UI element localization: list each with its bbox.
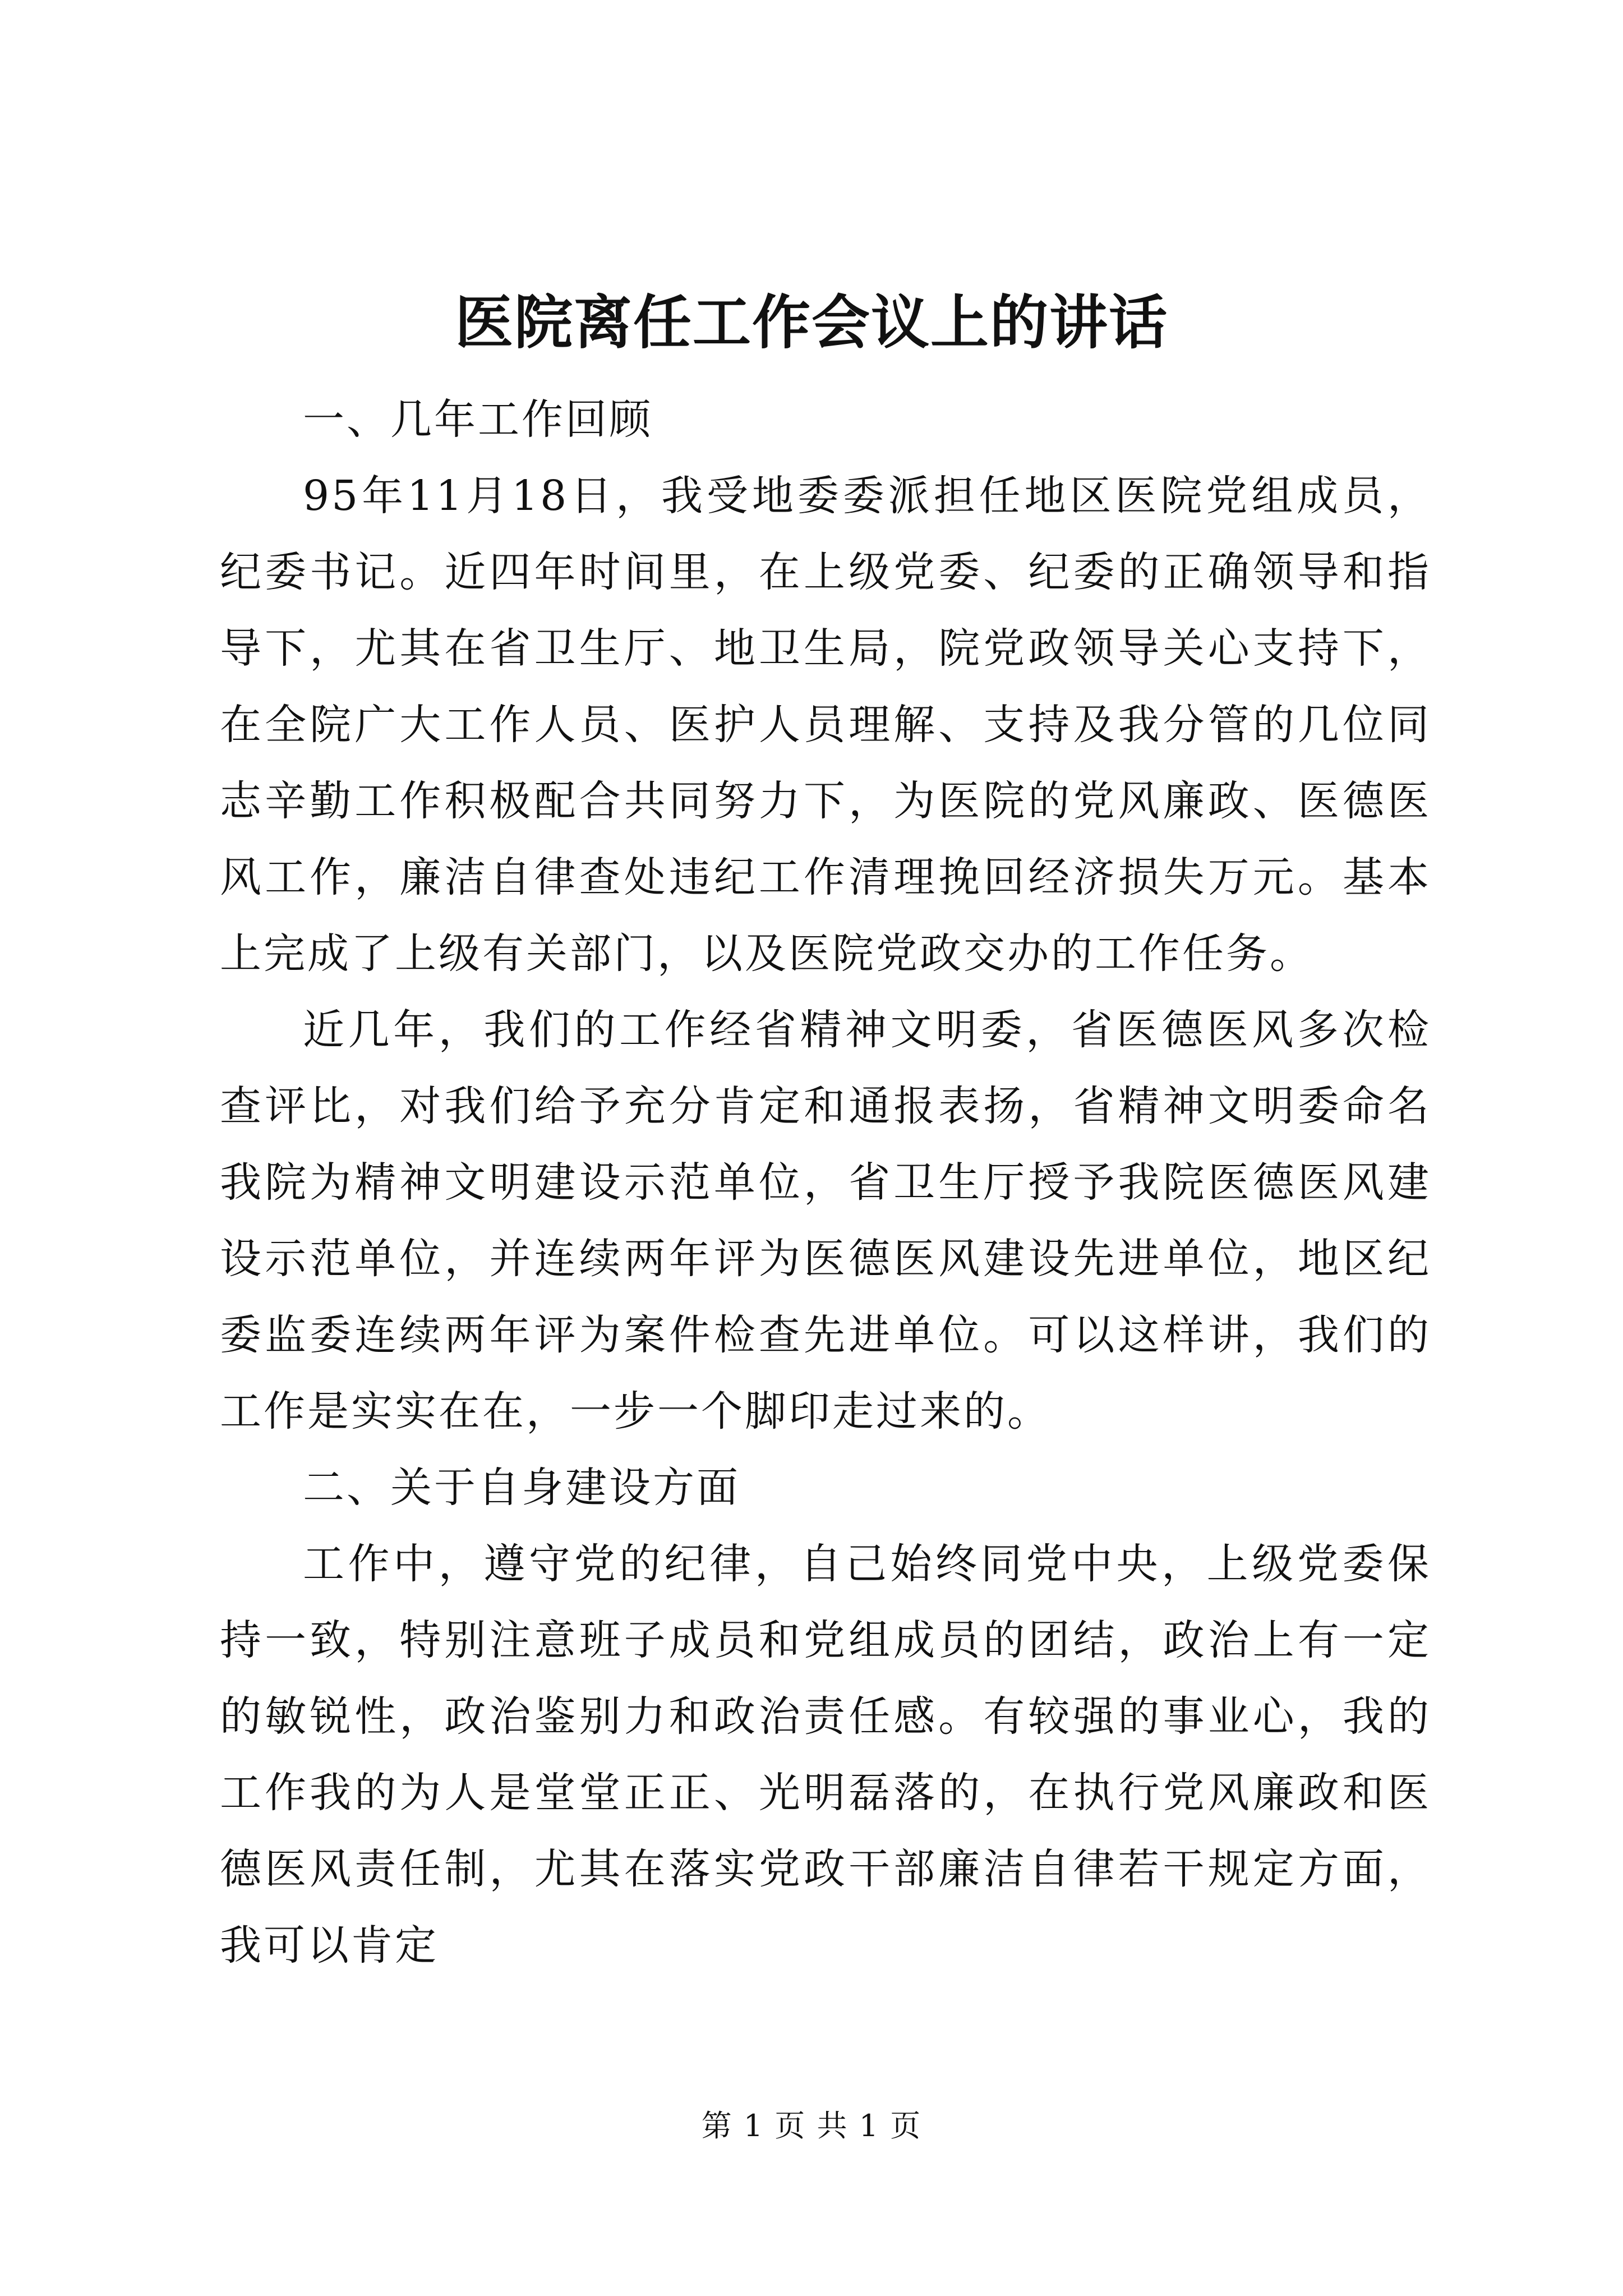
paragraph-1: 95年11月18日，我受地委委派担任地区医院党组成员，纪委书记。近四年时间里，在上级党委、纪委的正确领导和指导下，尤其在省卫生厅、地卫生局，院党政领导关心支持下，在全院广大工作人员、医护人员理解、支持及我分管的几位同志辛勤工作积极配合共同努力下，为医院的党风廉政、医德医风工作，廉洁自律查处违纪工作清理挽回经济损失万元。基本上完成了上级有关部门，以及医院党政交办的工作任务。 — [220, 472, 1431, 978]
document-body — [220, 381, 1431, 1984]
section-heading-2: 二、关于自身建设方面 — [303, 1464, 740, 1512]
document-title: 医院离任工作会议上的讲话 — [454, 288, 1168, 357]
paragraph-3: 工作中，遵守党的纪律，自己始终同党中央，上级党委保持一致，特别注意班子成员和党组成员的团结，政治上有一定的敏锐性，政治鉴别力和政治责任感。有较强的事业心，我的工作我的为人是堂堂正正、光明磊落的，在执行党风廉政和医德医风责任制，尤其在落实党政干部廉洁自律若干规定方面，我可以肯定 — [220, 1540, 1431, 1970]
page-footer: 第 1 页 共 1 页 — [701, 2108, 922, 2143]
paragraph-2: 近几年，我们的工作经省精神文明委，省医德医风多次检查评比，对我们给予充分肯定和通报表扬，省精神文明委命名我院为精神文明建设示范单位，省卫生厅授予我院医德医风建设示范单位，并连续两年评为医德医风建设先进单位，地区纪委监委连续两年评为案件检查先进单位。可以这样讲，我们的工作是实实在在，一步一个脚印走过来的。 — [220, 1006, 1431, 1435]
section-heading-1: 一、几年工作回顾 — [303, 395, 653, 444]
